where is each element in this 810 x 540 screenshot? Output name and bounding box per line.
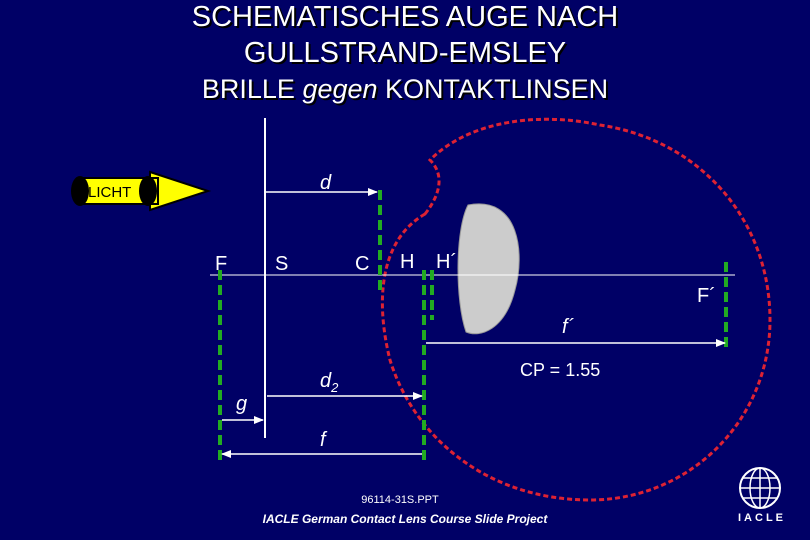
label-licht: LICHT (88, 184, 132, 201)
label-g: g (236, 393, 248, 415)
subtitle-part-1: BRILLE (201, 74, 303, 104)
label-d: d (320, 172, 332, 194)
crystalline-lens (458, 204, 519, 334)
label-cp: CP = 1.55 (520, 360, 601, 380)
eye-outline (382, 119, 770, 500)
label-d2 (320, 370, 339, 395)
label-F: F (215, 253, 228, 275)
label-F-prime: F´ (697, 285, 716, 307)
label-H: H (400, 251, 415, 273)
label-f-prime: f´ (562, 316, 575, 338)
label-d2-sub: 2 (331, 380, 339, 395)
footer-file-name: 96114-31S.PPT (361, 494, 439, 506)
label-f: f (320, 429, 326, 451)
subtitle-part-3: KONTAKTLINSEN (377, 74, 609, 104)
iacle-globe-logo (740, 468, 780, 508)
footer-project: IACLE German Contact Lens Course Slide Project (262, 512, 548, 526)
label-C: C (355, 253, 370, 275)
subtitle-part-2: gegen (302, 74, 378, 104)
label-S: S (275, 253, 289, 275)
label-H-prime: H´ (436, 251, 458, 273)
title-line-2: GULLSTRAND-EMSLEY (243, 37, 567, 69)
label-d2-base: d (320, 370, 332, 392)
logo-text: IACLE (738, 512, 786, 524)
title-line-1: SCHEMATISCHES AUGE NACH (191, 1, 619, 33)
